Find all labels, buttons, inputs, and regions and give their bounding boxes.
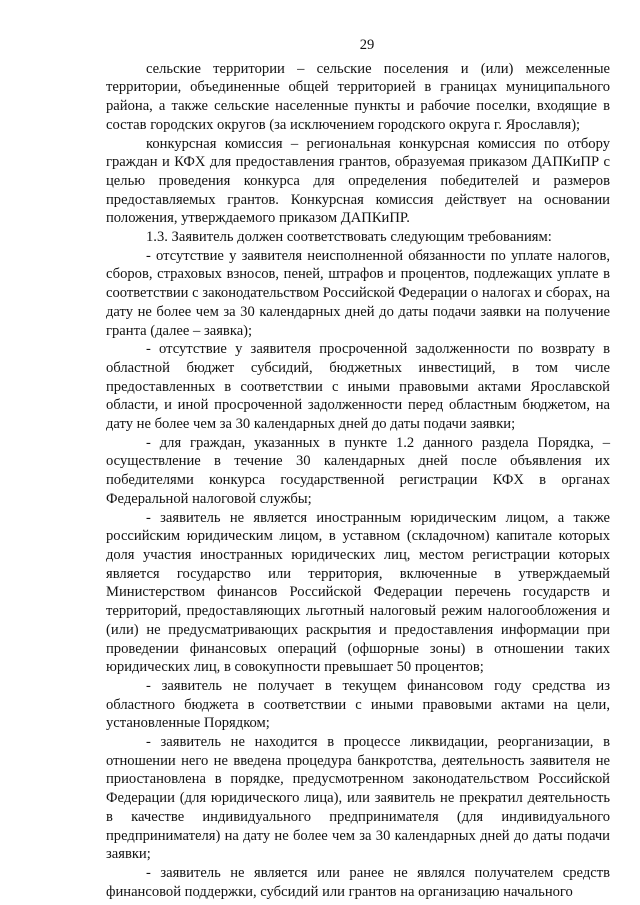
- list-item-not-in-liquidation: - заявитель не находится в процессе ликвидации, реорганизации, в отношении него не введена процедура банкротства, деятельность заявителя не приостановлена в порядке, предусмотренном законодательством Российской Федерации (для юридического лица), или заявитель не прекратил деятельность в качестве индивидуального предпринимателя (для индивидуального предпринимателя) на дату не более чем за 30 календарных дней до даты подачи заявки;: [106, 734, 610, 863]
- paragraph-competition-commission: конкурсная комиссия – региональная конкурсная комиссия по отбору граждан и КФХ для предоставления грантов, образуемая приказом ДАПКиПР с целью проведения конкурса для определения победителей и размеров предоставляемых грантов. Конкурсная комиссия действует на основании положения, утверждаемого приказом ДАПКиПР.: [106, 135, 610, 227]
- list-item-not-foreign-entity: - заявитель не является иностранным юридическим лицом, а также российским юридическим лицом, в уставном (складочном) капитале которых доля участия иностранных юридических лиц, местом регистрации которых является государство или территория, включенные в утверждаемый Министерством финансов Российской Федерации перечень государств и территорий, предоставляющих льготный налоговый режим налогообложения и (или) не предусматривающих раскрытия и предоставления информации при проведении финансовых операций (офшорные зоны) в отношении таких юридических лиц, в совокупности превышает 50 процентов;: [106, 509, 610, 676]
- paragraph-rural-territories: сельские территории – сельские поселения и (или) межселенные территории, объединенные общей территорией в границах муниципального района, а также сельские населенные пункты и рабочие поселки, входящие в состав городских округов (за исключением городского округа г. Ярославля);: [106, 60, 610, 133]
- list-item-not-previous-recipient: - заявитель не является или ранее не являлся получателем средств финансовой поддержки, субсидий или грантов на организацию начального: [106, 864, 610, 900]
- list-item-no-tax-debt: - отсутствие у заявителя неисполненной обязанности по уплате налогов, сборов, страховых взносов, пеней, штрафов и процентов, подлежащих уплате в соответствии с законодательством Российской Федерации о налогах и сборах, на дату не более чем за 30 календарных дней до даты подачи заявки на получение гранта (далее – заявка);: [106, 247, 610, 339]
- paragraph-section-1-3: 1.3. Заявитель должен соответствовать следующим требованиям:: [146, 229, 552, 246]
- list-item-kfh-registration: - для граждан, указанных в пункте 1.2 данного раздела Порядка, – осуществление в течение 30 календарных дней после объявления их победителями конкурса государственной регистрации КФХ в органах Федеральной налоговой службы;: [106, 434, 610, 507]
- document-page: [106, 36, 610, 901]
- list-item-no-other-funding: - заявитель не получает в текущем финансовом году средства из областного бюджета в соответствии с иными правовыми актами на цели, установленные Порядком;: [106, 677, 610, 732]
- list-item-no-overdue-debt: - отсутствие у заявителя просроченной задолженности по возврату в областной бюджет субсидий, бюджетных инвестиций, в том числе предоставленных в соответствии с иными правовыми актами Ярославской области, и иной просроченной задолженности перед областным бюджетом, на дату не более чем за 30 календарных дней до даты подачи заявки;: [106, 341, 610, 433]
- page-number: 29: [359, 37, 375, 53]
